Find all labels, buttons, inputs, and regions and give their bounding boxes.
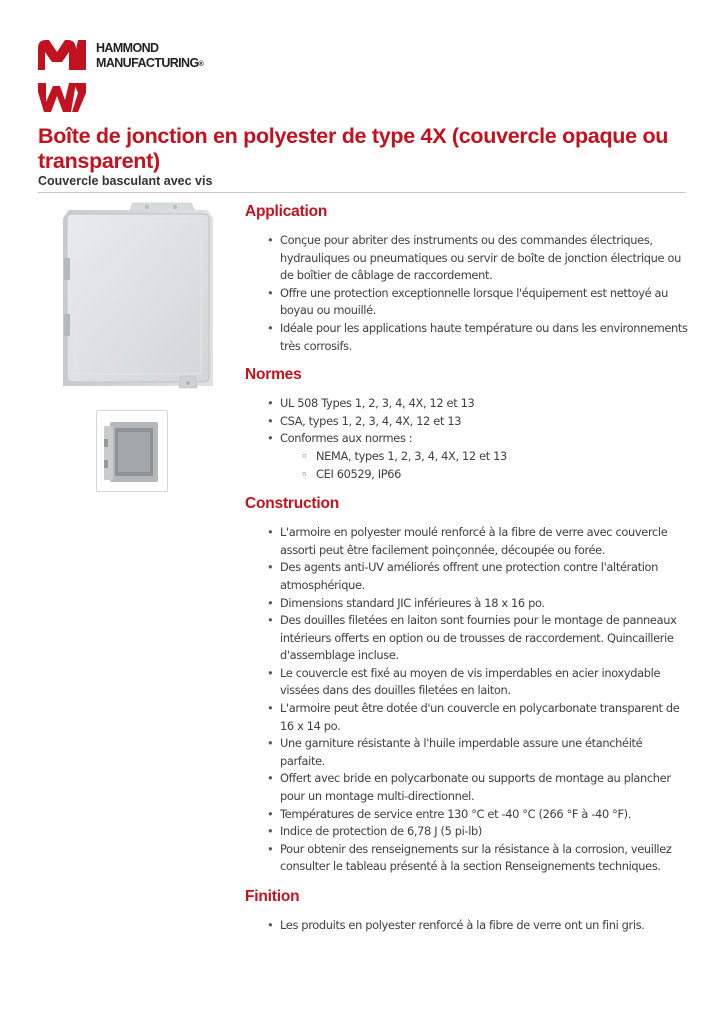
brand-line-2-text: MANUFACTURING: [96, 56, 199, 70]
normes-sublist: [280, 448, 690, 483]
list-item-text: Conformes aux normes :: [280, 431, 413, 446]
normes-list: [245, 395, 690, 483]
hammond-logo-icon: [38, 40, 94, 115]
section-title-application: Application: [245, 203, 328, 220]
registered-mark: ®: [198, 61, 204, 68]
list-item: • Une garniture résistante à l'huile imperdable assure une étanchéité parfaite.: [280, 735, 690, 770]
list-item: • L'armoire peut être dotée d'un couvercle en polycarbonate transparent de 16 x 14 po.: [280, 700, 690, 735]
list-item: • Idéale pour les applications haute température ou dans les environnements très corrosifs.: [280, 320, 690, 355]
list-item: • Offre une protection exceptionnelle lorsque l'équipement est nettoyé au boyau ou mouillé.: [280, 285, 690, 320]
list-item: • CSA, types 1, 2, 3, 4, 4X, 12 et 13: [280, 413, 690, 431]
section-title-finition: Finition: [245, 888, 300, 905]
construction-list: [245, 524, 690, 876]
list-item: • Offert avec bride en polycarbonate ou supports de montage au plancher pour un montage multi-directionnel.: [280, 770, 690, 805]
hammond-logo: [38, 40, 238, 115]
header-divider: [38, 192, 686, 193]
list-item: [280, 430, 690, 483]
list-item: • Indice de protection de 6,78 J (5 pi-lb): [280, 823, 690, 841]
list-item: • Des douilles filetées en laiton sont fournies pour le montage de panneaux intérieurs offerts en option ou de trousses de raccordement. Quincaillerie d'assemblage incluse.: [280, 612, 690, 665]
page-subtitle: Couvercle basculant avec vis: [38, 174, 213, 188]
brand-line-2: [96, 56, 203, 72]
sub-list-item: ◦ CEI 60529, IP66: [316, 466, 690, 484]
section-title-normes: Normes: [245, 366, 302, 384]
list-item: • Températures de service entre 130 °C et -40 °C (266 °F à -40 °F).: [280, 806, 690, 824]
list-item: • Des agents anti-UV améliorés offrent une protection contre l'altération atmosphérique.: [280, 559, 690, 594]
enclosure-open-thumbnail: [100, 414, 164, 488]
finition-list: [245, 917, 690, 935]
brand-line-1: HAMMOND: [96, 41, 159, 55]
brand-name: [96, 41, 203, 72]
main-content: [245, 201, 690, 935]
list-item: • UL 508 Types 1, 2, 3, 4, 4X, 12 et 13: [280, 395, 690, 413]
list-item: • Dimensions standard JIC inférieures à 18 x 16 po.: [280, 595, 690, 613]
application-list: [245, 232, 690, 355]
page-title: Boîte de jonction en polyester de type 4X (couvercle opaque ou transparent): [38, 124, 669, 173]
section-title-construction: Construction: [245, 495, 340, 513]
list-item: • Pour obtenir des renseignements sur la résistance à la corrosion, veuillez consulter le tableau présenté à la section Renseignements techniques.: [280, 841, 690, 876]
list-item: • Conçue pour abriter des instruments ou des commandes électriques, hydrauliques ou pneumatiques ou servir de boîte de jonction électrique ou de boîtier de câblage de raccordement.: [280, 232, 690, 285]
enclosure-photo: [55, 198, 223, 396]
sub-list-item: ◦ NEMA, types 1, 2, 3, 4, 4X, 12 et 13: [316, 448, 690, 466]
enclosure-thumbnail[interactable]: [96, 410, 168, 492]
list-item: • L'armoire en polyester moulé renforcé à la fibre de verre avec couvercle assorti peut être facilement poinçonnée, découpée ou forée.: [280, 524, 690, 559]
list-item: • Le couvercle est fixé au moyen de vis imperdables en acier inoxydable vissées dans des douilles filetées en laiton.: [280, 665, 690, 700]
list-item: • Les produits en polyester renforcé à la fibre de verre ont un fini gris.: [280, 917, 690, 935]
